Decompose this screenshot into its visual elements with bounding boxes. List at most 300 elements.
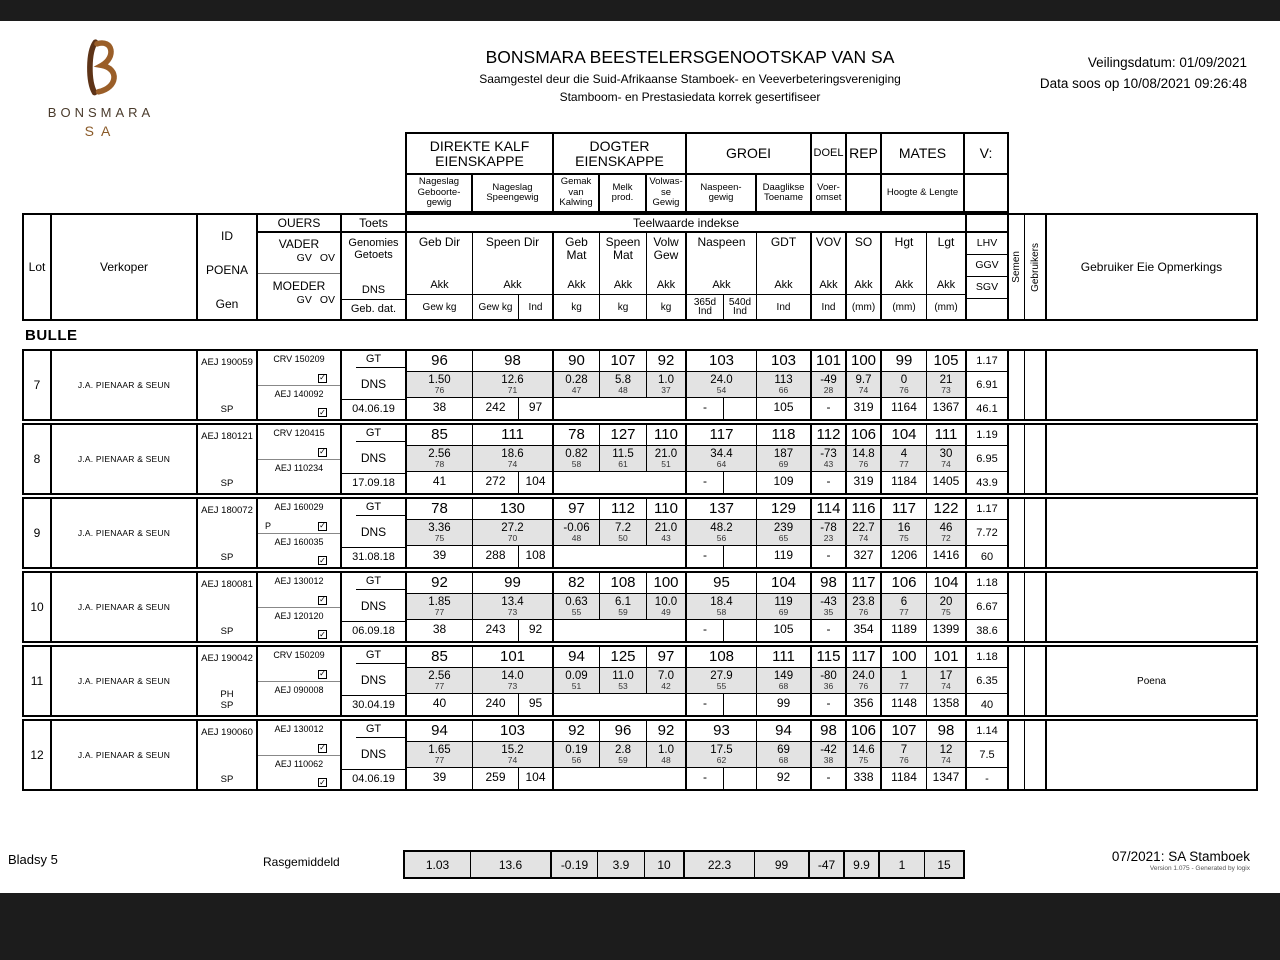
- idx-so: 117: [847, 647, 882, 667]
- ebv-value: 14.8: [852, 448, 875, 460]
- parents-cell: [258, 351, 342, 419]
- ebv-value: 21.0: [654, 448, 678, 460]
- animal-id-cell: [198, 351, 258, 419]
- semen-cell: [1009, 499, 1025, 567]
- ebv-value: 30: [939, 448, 953, 460]
- avg-geb-dir: 1.03: [405, 852, 471, 877]
- ebv-so: [847, 372, 882, 397]
- ebv-value: 2.56: [428, 670, 451, 682]
- col-name: Hgt: [894, 235, 914, 249]
- akk-value: 75: [434, 533, 445, 543]
- raw-lgt: 1367: [932, 400, 960, 414]
- animal-id-cell: [198, 573, 258, 641]
- ebv-value: 119: [774, 596, 793, 608]
- animal-id: AEJ 180072: [201, 505, 253, 516]
- ggv-value: 6.67: [967, 594, 1007, 620]
- lot-number: 9: [24, 499, 52, 567]
- breed-average-label: Rasgemiddeld: [263, 855, 340, 869]
- group-header-row: [405, 132, 1009, 175]
- sire-verified-checkbox-icon: ✓: [319, 595, 326, 604]
- ebv-value: 0.28: [565, 374, 588, 386]
- akk-value: 43: [661, 533, 671, 543]
- akk-value: 76: [899, 385, 909, 395]
- raw-mat-span: [554, 694, 687, 715]
- v-values-cell: [967, 573, 1009, 641]
- raw-nas-540: [724, 694, 757, 715]
- raw-so: 327: [847, 546, 882, 567]
- raw-gdt: 109: [757, 472, 812, 493]
- akk-value: 74: [941, 459, 951, 469]
- ebv-row: [407, 668, 965, 694]
- ebv-speen-mat: [600, 594, 647, 619]
- breed-average-strip: [403, 850, 965, 879]
- table-row-lot-8: [22, 423, 1258, 495]
- unit-nas-540: 540d Ind: [724, 295, 757, 319]
- col-header-naspeen: [687, 233, 757, 294]
- dns-label: DNS: [360, 746, 387, 761]
- ebv-lgt: [927, 668, 965, 693]
- id-tags: [221, 404, 234, 415]
- table-row-lot-9: [22, 497, 1258, 569]
- raw-geb-gew: 40: [407, 694, 473, 715]
- akk-value: 77: [434, 607, 445, 617]
- idx-speen-dir: 130: [473, 499, 554, 519]
- index-col-units: [407, 294, 965, 319]
- seller-name: J.A. PIENAAR & SEUN: [52, 721, 198, 789]
- unit-speen-ind: Ind: [519, 295, 554, 319]
- dns-label: DNS: [360, 598, 387, 613]
- raw-nas-540: [724, 398, 757, 419]
- akk-value: 75: [899, 533, 909, 543]
- ebv-value: 1: [900, 670, 908, 682]
- group-header-dogter-eienskappe: DOGTER EIENSKAPPE: [554, 134, 687, 173]
- akk-value: 43: [823, 459, 834, 469]
- sire-id: CRV 120415: [273, 428, 325, 438]
- moeder-header: [258, 274, 340, 319]
- akk-value: 59: [618, 755, 628, 765]
- akk-value: 42: [661, 681, 671, 691]
- ebv-hgt: [882, 742, 927, 767]
- ebv-row: [407, 520, 965, 546]
- index-row: [407, 721, 965, 742]
- ggv-value: 6.91: [967, 372, 1007, 398]
- akk-value: 50: [618, 533, 628, 543]
- col-name: Volw Gew: [653, 235, 679, 262]
- ebv-value: 7.0: [658, 670, 674, 682]
- sire-verified-checkbox-icon: ✓: [319, 373, 326, 382]
- ebv-value: 2.56: [428, 448, 451, 460]
- dam-id: AEJ 110062: [274, 758, 324, 769]
- raw-gdt: 105: [757, 620, 812, 641]
- ebv-value: 21: [939, 374, 953, 386]
- raw-row: [407, 768, 965, 789]
- catalog-table: [22, 132, 1258, 793]
- index-values-block: [407, 573, 967, 641]
- ebv-value: 9.7: [855, 374, 872, 386]
- ebv-value: 48.2: [710, 522, 733, 534]
- birth-date: 17.09.18: [342, 473, 405, 493]
- remarks-cell: [1047, 499, 1256, 567]
- akk-value: 74: [507, 459, 518, 469]
- ebv-speen-dir: [473, 594, 554, 619]
- col-name: Speen Dir: [485, 235, 540, 249]
- akk-value: 37: [661, 385, 671, 395]
- ebv-vov: [812, 372, 847, 397]
- dns-label: DNS: [361, 284, 386, 296]
- raw-so: 356: [847, 694, 882, 715]
- toets-cell: [342, 721, 407, 789]
- page-number: Bladsy 5: [8, 852, 58, 867]
- ebv-value: 0.82: [565, 448, 588, 460]
- raw-lgt: 1416: [932, 548, 960, 562]
- document-title: BONSMARA BEESTELERSGENOOTSKAP VAN SA: [485, 47, 895, 67]
- ebv-gdt: [757, 594, 812, 619]
- raw-mat-span: [554, 472, 687, 493]
- ebv-value: 0.09: [565, 670, 588, 682]
- gebruikers-cell: [1025, 721, 1047, 789]
- ebv-value: 11.0: [612, 670, 634, 682]
- ebv-value: 23.8: [852, 596, 875, 608]
- idx-speen-dir: 111: [473, 425, 554, 445]
- raw-hgt: 1184: [882, 472, 927, 493]
- lhv-value: 1.18: [967, 647, 1007, 668]
- idx-geb-mat: 90: [554, 351, 600, 371]
- ebv-value: 16: [897, 522, 911, 534]
- ebv-volw-gew: [647, 372, 687, 397]
- ebv-row: [407, 372, 965, 398]
- sgv-value: 43.9: [976, 476, 998, 489]
- akk-value: 70: [507, 533, 518, 543]
- ebv-gdt: [757, 520, 812, 545]
- ebv-value: -0.06: [563, 522, 590, 534]
- sgv-value: -: [985, 772, 989, 785]
- parents-cell: [258, 647, 342, 715]
- ebv-value: 1.85: [428, 596, 451, 608]
- raw-so: 319: [847, 472, 882, 493]
- unit-hgt: (mm): [882, 295, 927, 319]
- ebv-value: 4: [900, 448, 908, 460]
- col-header-speen-mat: [600, 233, 647, 294]
- toets-label: Toets: [342, 215, 405, 233]
- lot-number: 10: [24, 573, 52, 641]
- birth-date: 04.06.19: [342, 399, 405, 419]
- raw-hgt: 1184: [882, 768, 927, 789]
- semen-label: Semen: [1011, 251, 1022, 283]
- remarks-cell: [1047, 573, 1256, 641]
- animal-id-cell: [198, 425, 258, 493]
- ebv-value: 12.6: [501, 374, 524, 386]
- ebv-vov: [812, 520, 847, 545]
- akk-label: Akk: [430, 279, 449, 291]
- ov-label: OV: [319, 252, 335, 264]
- toets-cell: [342, 647, 407, 715]
- group-header-rep: REP: [847, 134, 882, 173]
- akk-label: Akk: [613, 279, 633, 291]
- ebv-value: 5.8: [615, 374, 631, 386]
- raw-row: [407, 398, 965, 419]
- idx-hgt: 100: [882, 647, 927, 667]
- v-values-cell: [967, 647, 1009, 715]
- col-header-semen: [1009, 215, 1025, 319]
- gv-label: GV: [296, 252, 312, 264]
- col-header-verkoper: Verkoper: [52, 215, 198, 319]
- id-tags: [221, 552, 234, 563]
- raw-nas-365: -: [687, 620, 724, 641]
- ebv-value: 3.36: [428, 522, 451, 534]
- raw-geb-gew: 38: [407, 620, 473, 641]
- akk-value: 75: [941, 607, 951, 617]
- ebv-so: [847, 668, 882, 693]
- sire-id: AEJ 130012: [274, 724, 324, 734]
- idx-vov: 114: [812, 499, 847, 519]
- raw-gdt: 105: [757, 398, 812, 419]
- animal-id-cell: [198, 499, 258, 567]
- ebv-geb-dir: [407, 446, 473, 471]
- ebv-value: 0.19: [565, 744, 588, 756]
- polled-indicator: P: [265, 520, 272, 531]
- raw-hgt: 1189: [882, 620, 927, 641]
- akk-value: 58: [716, 607, 727, 617]
- logo-sub-text: SA: [84, 123, 118, 139]
- trait-header-daaglikse-toename: Daaglikse Toename: [757, 175, 812, 211]
- akk-value: 69: [778, 459, 789, 469]
- raw-speen-gew: 242: [473, 398, 519, 419]
- unit-lgt: (mm): [934, 301, 958, 313]
- trait-header-melk-prod: Melk prod.: [600, 175, 647, 211]
- akk-value: 78: [434, 459, 445, 469]
- ebv-vov: [812, 446, 847, 471]
- ebv-value: -42: [820, 744, 837, 756]
- idx-geb-dir: 96: [407, 351, 473, 371]
- unit-so: (mm): [847, 295, 882, 319]
- ebv-gdt: [757, 372, 812, 397]
- idx-geb-mat: 82: [554, 573, 600, 593]
- ebv-so: [847, 742, 882, 767]
- akk-value: 66: [778, 385, 789, 395]
- gv-label: GV: [296, 294, 312, 306]
- raw-vov: -: [812, 768, 847, 789]
- dam-cell: [258, 386, 340, 420]
- trait-header-blank-8: [847, 175, 882, 211]
- ebv-speen-mat: [600, 372, 647, 397]
- main-header-row: [22, 213, 1258, 321]
- ebv-speen-dir: [473, 372, 554, 397]
- lhv-value: 1.19: [967, 425, 1007, 446]
- idx-naspeen: 93: [687, 721, 757, 741]
- akk-value: 77: [434, 681, 445, 691]
- col-name: Naspeen: [697, 235, 746, 249]
- col-name: Lgt: [937, 235, 955, 249]
- ebv-so: [847, 594, 882, 619]
- ebv-row: [407, 446, 965, 472]
- dam-id: AEJ 090008: [274, 684, 324, 695]
- idx-hgt: 99: [882, 351, 927, 371]
- id-tags: [221, 774, 234, 785]
- ebv-gdt: [757, 446, 812, 471]
- col-name: Geb Mat: [565, 235, 588, 262]
- ebv-value: 46: [939, 522, 953, 534]
- ebv-value: 1.0: [658, 744, 674, 756]
- raw-hgt: 1148: [882, 694, 927, 715]
- index-row: [407, 425, 965, 446]
- parents-cell: [258, 721, 342, 789]
- ebv-value: 20: [939, 596, 953, 608]
- idx-geb-dir: 92: [407, 573, 473, 593]
- remarks-cell: [1047, 721, 1256, 789]
- idx-speen-dir: 101: [473, 647, 554, 667]
- v-values-cell: [967, 721, 1009, 789]
- ebv-value: 18.6: [501, 448, 524, 460]
- ebv-value: 17.5: [710, 744, 733, 756]
- ebv-speen-mat: [600, 446, 647, 471]
- akk-value: 76: [434, 385, 445, 395]
- group-header-v: V:: [979, 145, 993, 161]
- raw-speen-ind: 108: [519, 546, 554, 567]
- sire-cell: [258, 647, 340, 682]
- idx-vov: 115: [812, 647, 847, 667]
- lhv-value: 1.18: [967, 573, 1007, 594]
- akk-value: 56: [716, 533, 727, 543]
- idx-volw-gew: 110: [647, 425, 687, 445]
- index-row: [407, 573, 965, 594]
- idx-gdt: 94: [757, 721, 812, 741]
- akk-value: 76: [899, 755, 909, 765]
- lot-number: 7: [24, 351, 52, 419]
- dam-id: AEJ 140092: [274, 388, 324, 399]
- unit-geb-mat: kg: [554, 295, 600, 319]
- raw-mat-span: [554, 398, 687, 419]
- raw-speen-ind: 92: [519, 620, 554, 641]
- unit-geb-dir: Gew kg: [407, 295, 473, 319]
- avg-vov: -47: [810, 852, 845, 877]
- idx-geb-mat: 97: [554, 499, 600, 519]
- ebv-value: 27.2: [501, 522, 524, 534]
- akk-value: 35: [823, 607, 834, 617]
- idx-so: 106: [847, 721, 882, 741]
- trait-header-row: [405, 175, 1009, 213]
- ebv-lgt: [927, 446, 965, 471]
- ebv-lgt: [927, 520, 965, 545]
- genomic-test-label: GT: [342, 499, 405, 516]
- semen-cell: [1009, 647, 1025, 715]
- sire-cell: [258, 721, 340, 756]
- gebruikers-cell: [1025, 351, 1047, 419]
- ebv-value: 6.1: [615, 596, 631, 608]
- col-header-toets: [342, 215, 407, 319]
- akk-value: 56: [571, 755, 582, 765]
- ebv-value: 24.0: [852, 670, 875, 682]
- raw-vov: -: [812, 694, 847, 715]
- ebv-value: 239: [773, 522, 794, 534]
- idx-speen-dir: 98: [473, 351, 554, 371]
- col-header-vov: [812, 233, 847, 294]
- ebv-volw-gew: [647, 742, 687, 767]
- gebruikers-label: Gebruikers: [1029, 242, 1041, 292]
- akk-value: 77: [434, 755, 445, 765]
- idx-geb-mat: 94: [554, 647, 600, 667]
- ebv-value: 13.4: [501, 596, 524, 608]
- sgv-value: 46.1: [976, 402, 998, 415]
- ebv-lgt: [927, 742, 965, 767]
- ebv-volw-gew: [647, 520, 687, 545]
- ebv-vov: [812, 594, 847, 619]
- col-name: Speen Mat: [605, 235, 641, 262]
- unit-speen-mat: kg: [600, 295, 647, 319]
- raw-nas-540: [724, 620, 757, 641]
- id-tags: [221, 626, 234, 637]
- trait-header-nageslag-speengewig: Nageslag Speengewig: [473, 175, 554, 211]
- ebv-geb-dir: [407, 594, 473, 619]
- ebv-hgt: [882, 520, 927, 545]
- idx-speen-dir: 103: [473, 721, 554, 741]
- ebv-geb-dir: [407, 372, 473, 397]
- ebv-row: [407, 594, 965, 620]
- idx-volw-gew: 92: [647, 721, 687, 741]
- raw-so: 319: [847, 398, 882, 419]
- sire-id: CRV 150209: [273, 354, 325, 364]
- col-header-ouers: [258, 215, 342, 319]
- poena-label: POENA: [205, 263, 248, 277]
- raw-hgt: 1164: [882, 398, 927, 419]
- sire-id: CRV 150209: [273, 650, 325, 660]
- raw-speen-gew: 259: [473, 768, 519, 789]
- akk-value: 73: [507, 607, 518, 617]
- ggv-value: 6.95: [967, 446, 1007, 472]
- sgv-label: SGV: [967, 277, 1007, 299]
- ebv-volw-gew: [647, 446, 687, 471]
- idx-speen-dir: 99: [473, 573, 554, 593]
- id-tag: SP: [220, 700, 234, 711]
- ouers-label: OUERS: [258, 215, 340, 233]
- toets-cell: [342, 499, 407, 567]
- birth-date: 04.06.19: [342, 769, 405, 789]
- akk-value: 77: [899, 607, 909, 617]
- index-values-block: [407, 721, 967, 789]
- akk-value: 47: [571, 385, 582, 395]
- idx-speen-mat: 112: [600, 499, 647, 519]
- ebv-value: 6: [900, 596, 908, 608]
- ebv-value: 187: [773, 448, 794, 460]
- raw-nas-540: [724, 768, 757, 789]
- dam-id: AEJ 110234: [274, 462, 324, 473]
- trait-header-hoogte-lengte: Hoogte & Lengte: [882, 175, 965, 211]
- idx-gdt: 103: [757, 351, 812, 371]
- ebv-value: 10.0: [654, 596, 678, 608]
- akk-value: 54: [716, 385, 727, 395]
- raw-gdt: 99: [757, 694, 812, 715]
- lhv-value: 1.17: [967, 351, 1007, 372]
- semen-cell: [1009, 721, 1025, 789]
- group-header-mates: MATES: [882, 134, 965, 173]
- raw-so: 338: [847, 768, 882, 789]
- lot-number: 11: [24, 647, 52, 715]
- ebv-value: 34.4: [710, 448, 733, 460]
- table-row-lot-12: [22, 719, 1258, 791]
- ebv-value: 1.65: [428, 744, 451, 756]
- index-values-block: [407, 647, 967, 715]
- raw-nas-365: -: [687, 472, 724, 493]
- group-header-groei: GROEI: [687, 134, 812, 173]
- ebv-gdt: [757, 742, 812, 767]
- akk-value: 71: [507, 385, 518, 395]
- ebv-value: 15.2: [501, 744, 524, 756]
- ebv-value: 18.4: [710, 596, 733, 608]
- akk-value: 48: [618, 385, 628, 395]
- raw-speen-gew: 243: [473, 620, 519, 641]
- raw-speen-ind: 97: [519, 398, 554, 419]
- ebv-value: 22.7: [852, 522, 875, 534]
- akk-value: 49: [661, 607, 671, 617]
